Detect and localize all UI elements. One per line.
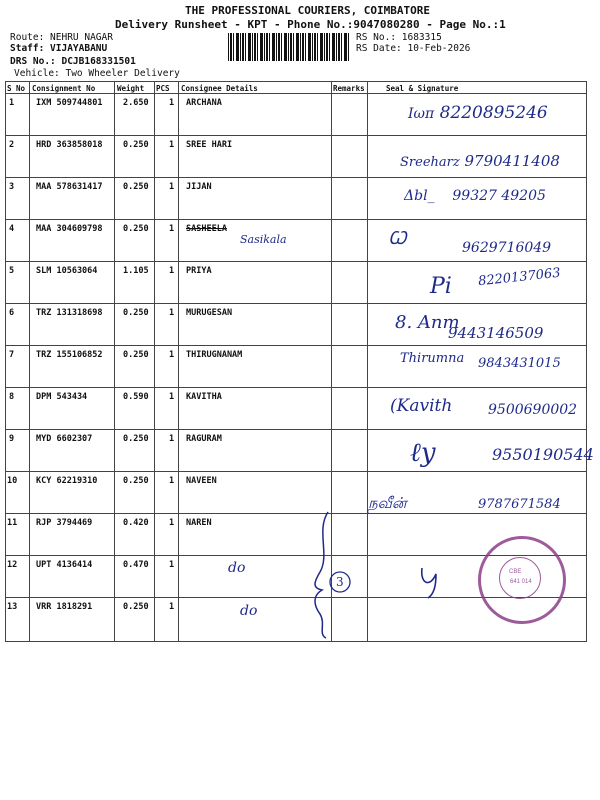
row-pcs: 1 <box>169 308 175 318</box>
row-consignee-struck: SASHEELA <box>186 224 227 234</box>
handwritten-scribble-8: (Kavith <box>390 396 453 416</box>
circled-count: 3 <box>336 575 344 589</box>
row-pcs: 1 <box>169 560 175 570</box>
seal-city: CBE <box>509 569 522 575</box>
rs-date: RS Date: 10-Feb-2026 <box>356 43 471 54</box>
handwritten-signature-6: 9443146509 <box>448 324 544 342</box>
row-consignment: DPM 543434 <box>36 392 88 402</box>
handwritten-signature-1: Ιωπ 8220895246 <box>408 103 548 123</box>
col-header-consignment: Consignment No <box>32 84 96 93</box>
handwritten-scribble-10: நவீன் <box>368 494 407 512</box>
handwritten-scribble-9: ℓy <box>410 438 436 468</box>
document-subtitle: Delivery Runsheet - KPT - Phone No.:9047080280 - Page No.:1 <box>115 18 506 31</box>
row-sno: 1 <box>9 98 15 108</box>
handwritten-signature-10: 9787671584 <box>478 497 561 512</box>
row-sno: 11 <box>7 518 18 528</box>
row-consignee: SREE HARI <box>186 140 233 150</box>
seal-pin: 641 014 <box>510 579 532 585</box>
handwritten-scribble-7: Thirumna <box>400 351 465 366</box>
row-consignee: KAVITHA <box>186 392 222 402</box>
row-consignee: THIRUGNANAM <box>186 350 243 360</box>
row-pcs: 1 <box>169 98 175 108</box>
barcode <box>228 33 350 61</box>
row-weight: 1.105 <box>123 266 149 276</box>
row-sno: 5 <box>9 266 15 276</box>
row-weight: 0.250 <box>123 140 149 150</box>
row-weight: 0.250 <box>123 434 149 444</box>
handwritten-scribble-6: 8. Anm <box>395 312 460 333</box>
row-pcs: 1 <box>169 140 175 150</box>
handwritten-signature-3: Δbl_ 99327 49205 <box>404 188 546 204</box>
row-consignment: UPT 4136414 <box>36 560 93 570</box>
row-sno: 8 <box>9 392 15 402</box>
row-consignee: NAREN <box>186 518 212 528</box>
handwritten-signature-2: Sreeharz 9790411408 <box>400 152 560 170</box>
handwritten-scribble-5: Pi <box>430 274 452 299</box>
row-consignee: RAGURAM <box>186 434 222 444</box>
drs-number: DRS No.: DCJB168331501 <box>10 56 136 67</box>
row-consignee: ARCHANA <box>186 98 222 108</box>
row-consignment: MAA 304609798 <box>36 224 103 234</box>
row-weight: 2.650 <box>123 98 149 108</box>
row-consignment: HRD 363858018 <box>36 140 103 150</box>
row-consignee: JIJAN <box>186 182 212 192</box>
rs-number: RS No.: 1683315 <box>356 32 442 43</box>
row-pcs: 1 <box>169 224 175 234</box>
row-sno: 13 <box>7 602 18 612</box>
row-pcs: 1 <box>169 476 175 486</box>
handwritten-signature-12 <box>418 562 448 602</box>
row-weight: 0.250 <box>123 476 149 486</box>
handwritten-ditto-12: do <box>228 560 246 576</box>
row-pcs: 1 <box>169 434 175 444</box>
col-header-consignee: Consignee Details <box>181 84 258 93</box>
row-pcs: 1 <box>169 518 175 528</box>
row-consignment: VRR 1818291 <box>36 602 93 612</box>
row-pcs: 1 <box>169 266 175 276</box>
row-sno: 2 <box>9 140 15 150</box>
row-sno: 10 <box>7 476 18 486</box>
handwritten-signature-9: 9550190544 <box>492 445 594 464</box>
row-weight: 0.250 <box>123 350 149 360</box>
row-weight: 0.250 <box>123 602 149 612</box>
handwritten-correction: Sasikala <box>240 233 287 246</box>
document-title: THE PROFESSIONAL COURIERS, COIMBATORE <box>185 4 431 17</box>
handwritten-ditto-13: do <box>240 603 258 619</box>
brace-with-count <box>300 510 360 640</box>
row-sno: 6 <box>9 308 15 318</box>
row-weight: 0.250 <box>123 182 149 192</box>
col-header-signature: Seal & Signature <box>386 84 459 93</box>
row-sno: 3 <box>9 182 15 192</box>
handwritten-signature-5: 8220137063 <box>477 265 562 290</box>
col-header-sno: S No <box>7 84 26 93</box>
row-weight: 0.420 <box>123 518 149 528</box>
row-pcs: 1 <box>169 602 175 612</box>
row-weight: 0.250 <box>123 308 149 318</box>
row-consignment: RJP 3794469 <box>36 518 93 528</box>
col-header-weight: Weight <box>117 84 145 93</box>
handwritten-signature-8: 9500690002 <box>488 402 578 418</box>
row-pcs: 1 <box>169 182 175 192</box>
route-label: Route: NEHRU NAGAR <box>10 32 113 43</box>
handwritten-scribble-4: Ꞷ <box>388 228 407 249</box>
row-weight: 0.250 <box>123 224 149 234</box>
company-seal-stamp <box>478 536 566 624</box>
row-consignee: MURUGESAN <box>186 308 233 318</box>
row-weight: 0.470 <box>123 560 149 570</box>
row-consignment: KCY 62219310 <box>36 476 98 486</box>
row-sno: 12 <box>7 560 18 570</box>
row-weight: 0.590 <box>123 392 149 402</box>
row-pcs: 1 <box>169 392 175 402</box>
row-consignment: TRZ 155106852 <box>36 350 103 360</box>
row-sno: 4 <box>9 224 15 234</box>
col-header-pcs: PCS <box>156 84 170 93</box>
row-consignment: MYD 6602307 <box>36 434 93 444</box>
row-sno: 9 <box>9 434 15 444</box>
row-consignee: PRIYA <box>186 266 212 276</box>
vehicle-label: Vehicle: Two Wheeler Delivery <box>14 68 180 79</box>
row-consignee: NAVEEN <box>186 476 217 486</box>
row-consignment: SLM 10563064 <box>36 266 98 276</box>
row-consignment: TRZ 131318698 <box>36 308 103 318</box>
handwritten-signature-7: 9843431015 <box>478 356 561 371</box>
row-pcs: 1 <box>169 350 175 360</box>
row-consignment: IXM 509744801 <box>36 98 103 108</box>
row-sno: 7 <box>9 350 15 360</box>
row-consignment: MAA 578631417 <box>36 182 103 192</box>
handwritten-signature-4: 9629716049 <box>462 240 552 256</box>
col-header-remarks: Remarks <box>333 84 365 93</box>
staff-label: Staff: VIJAYABANU <box>10 43 108 54</box>
